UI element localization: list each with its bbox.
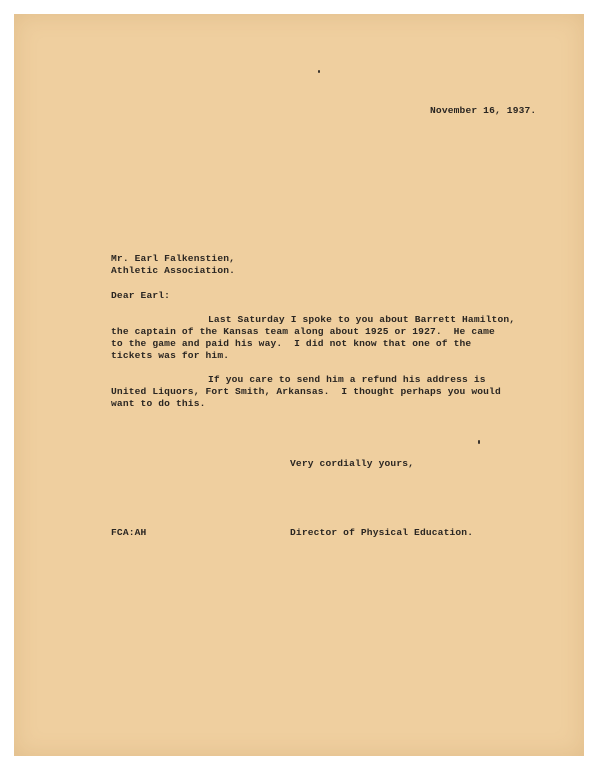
recipient-organization: Athletic Association. <box>111 265 236 276</box>
closing: Very cordially yours, <box>290 458 415 469</box>
typist-initials: FCA:AH <box>111 527 147 538</box>
paragraph-1-line: to the game and paid his way. I did not know that one of the <box>111 338 472 349</box>
letter-date: November 16, 1937. <box>430 105 537 116</box>
paragraph-1-line: tickets was for him. <box>111 350 230 361</box>
paragraph-2-line: want to do this. <box>111 398 206 409</box>
paper-speck <box>318 70 320 73</box>
signature-title: Director of Physical Education. <box>290 527 474 538</box>
salutation: Dear Earl: <box>111 290 171 301</box>
paragraph-1-line: the captain of the Kansas team along about 1925 or 1927. He came <box>111 326 495 337</box>
recipient-name: Mr. Earl Falkenstien, <box>111 253 236 264</box>
paragraph-2-line: If you care to send him a refund his address is <box>208 374 486 385</box>
paper-speck <box>478 440 480 444</box>
letter-page <box>14 14 584 756</box>
paragraph-2-line: United Liquors, Fort Smith, Arkansas. I thought perhaps you would <box>111 386 501 397</box>
paragraph-1-line: Last Saturday I spoke to you about Barrett Hamilton, <box>208 314 516 325</box>
